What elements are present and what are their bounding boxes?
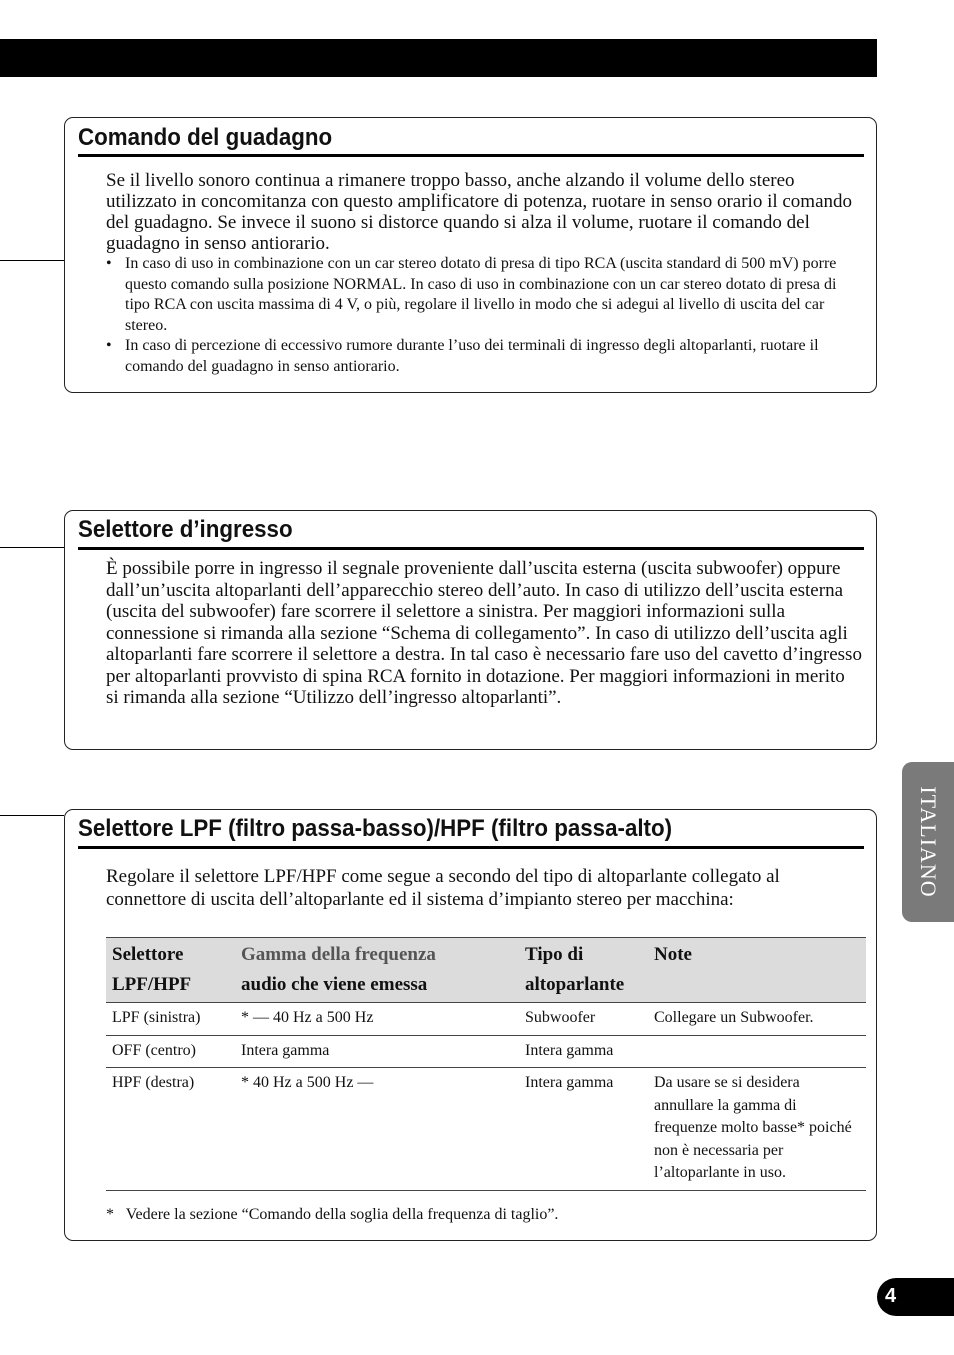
- language-label: ITALIANO: [916, 786, 941, 898]
- page-number-badge: [877, 1278, 954, 1316]
- language-tab: [902, 762, 954, 922]
- table-cell: OFF (centro): [106, 1035, 235, 1068]
- section-title: Selettore LPF (filtro passa-basso)/HPF (filtro passa-alto): [78, 815, 673, 842]
- section-gain: [64, 117, 877, 393]
- table-cell: LPF (sinistra): [106, 1003, 235, 1036]
- list-item: • In caso di uso in combinazione con un car stereo dotato di presa di tipo RCA (uscita standard di 500 mV) porre questo comando sulla posizione NORMAL. In caso di uso in combinazione con un car stereo dotato di presa di tipo RCA con uscita massima di 4 V, o più, regolare il livello in modo che si adegui al livello di uscita del car stereo.: [106, 255, 837, 334]
- table-cell: * 40 Hz a 500 Hz —: [235, 1068, 519, 1191]
- table-header-row: [106, 938, 866, 1003]
- table-row: [106, 1035, 866, 1068]
- list-item: • In caso di percezione di eccessivo rumore durante l’uso dei terminali di ingresso degli altoparlanti, ruotare il comando del guadagno in senso antiorario.: [106, 337, 819, 375]
- section-filter: [64, 809, 877, 1241]
- table-cell: * — 40 Hz a 500 Hz: [235, 1003, 519, 1036]
- title-rule: [78, 846, 864, 849]
- margin-rule: [0, 260, 64, 261]
- page-number: 4: [885, 1285, 897, 1307]
- section-paragraph: Se il livello sonoro continua a rimanere troppo basso, anche alzando il volume dello stereo utilizzato in concomitanza con questo amplificatore di potenza, ruotare in senso orario il comando del guadagno. Se invece il suono si distorce quando si alza il volume, ruotare il comando del guadagno in senso antiorario.: [106, 170, 853, 254]
- section-paragraph: È possibile porre in ingresso il segnale proveniente dall’uscita esterna (uscita subwoofer) oppure dall’un’uscita altoparlanti dell’apparecchio stereo dell’auto. In caso di utilizzo dell’uscita esterna (uscita del subwoofer) fare scorrere il selettore a sinistra. Per maggiori informazioni sulla connessione si rimanda alla sezione “Schema di collegamento”. In caso di utilizzo dell’uscita agli altoparlanti fare scorrere il selettore a destra. In tal caso è necessario fare uso del cavetto d’ingresso per altoparlanti provvisto di spina RCA fornito in dotazione. Per maggiori informazioni in merito si rimanda alla sezione “Utilizzo dell’ingresso altoparlanti”.: [106, 558, 862, 708]
- table-cell: Intera gamma: [235, 1035, 519, 1068]
- table-cell: [648, 1035, 866, 1068]
- column-header: Selettore LPF/HPF: [106, 938, 235, 1003]
- footnote: [106, 1206, 558, 1224]
- margin-rule: [0, 815, 64, 816]
- table-cell: Subwoofer: [519, 1003, 648, 1036]
- column-header: Gamma della frequenza audio che viene emessa: [235, 938, 519, 1003]
- column-header: Tipo di altoparlante: [519, 938, 648, 1003]
- footnote-text: Vedere la sezione “Comando della soglia della frequenza di taglio”.: [125, 1206, 559, 1223]
- section-title: Selettore d’ingresso: [78, 516, 293, 543]
- margin-rule: [0, 547, 64, 548]
- table-cell: Collegare un Subwoofer.: [648, 1003, 866, 1036]
- header-bar: [0, 39, 877, 77]
- filter-table: [106, 937, 866, 1191]
- table-cell: Intera gamma: [519, 1068, 648, 1191]
- table-cell: HPF (destra): [106, 1068, 235, 1191]
- title-rule: [78, 547, 864, 550]
- footnote-mark: *: [106, 1206, 114, 1223]
- table-row: [106, 1003, 866, 1036]
- title-rule: [78, 154, 864, 157]
- table-row: [106, 1068, 866, 1191]
- column-header: Note: [648, 938, 866, 1003]
- section-input: [64, 510, 877, 750]
- bullet-list: [106, 254, 852, 377]
- table-cell: Intera gamma: [519, 1035, 648, 1068]
- section-paragraph: Regolare il selettore LPF/HPF come segue a secondo del tipo di altoparlante collegato al connettore di uscita dell’altoparlante ed il sistema d’impianto stereo per macchina:: [106, 866, 780, 910]
- table-cell: Da usare se si desidera annullare la gamma di frequenze molto basse* poiché non è necessaria per l’altoparlante in uso.: [648, 1068, 866, 1191]
- section-title: Comando del guadagno: [78, 124, 333, 151]
